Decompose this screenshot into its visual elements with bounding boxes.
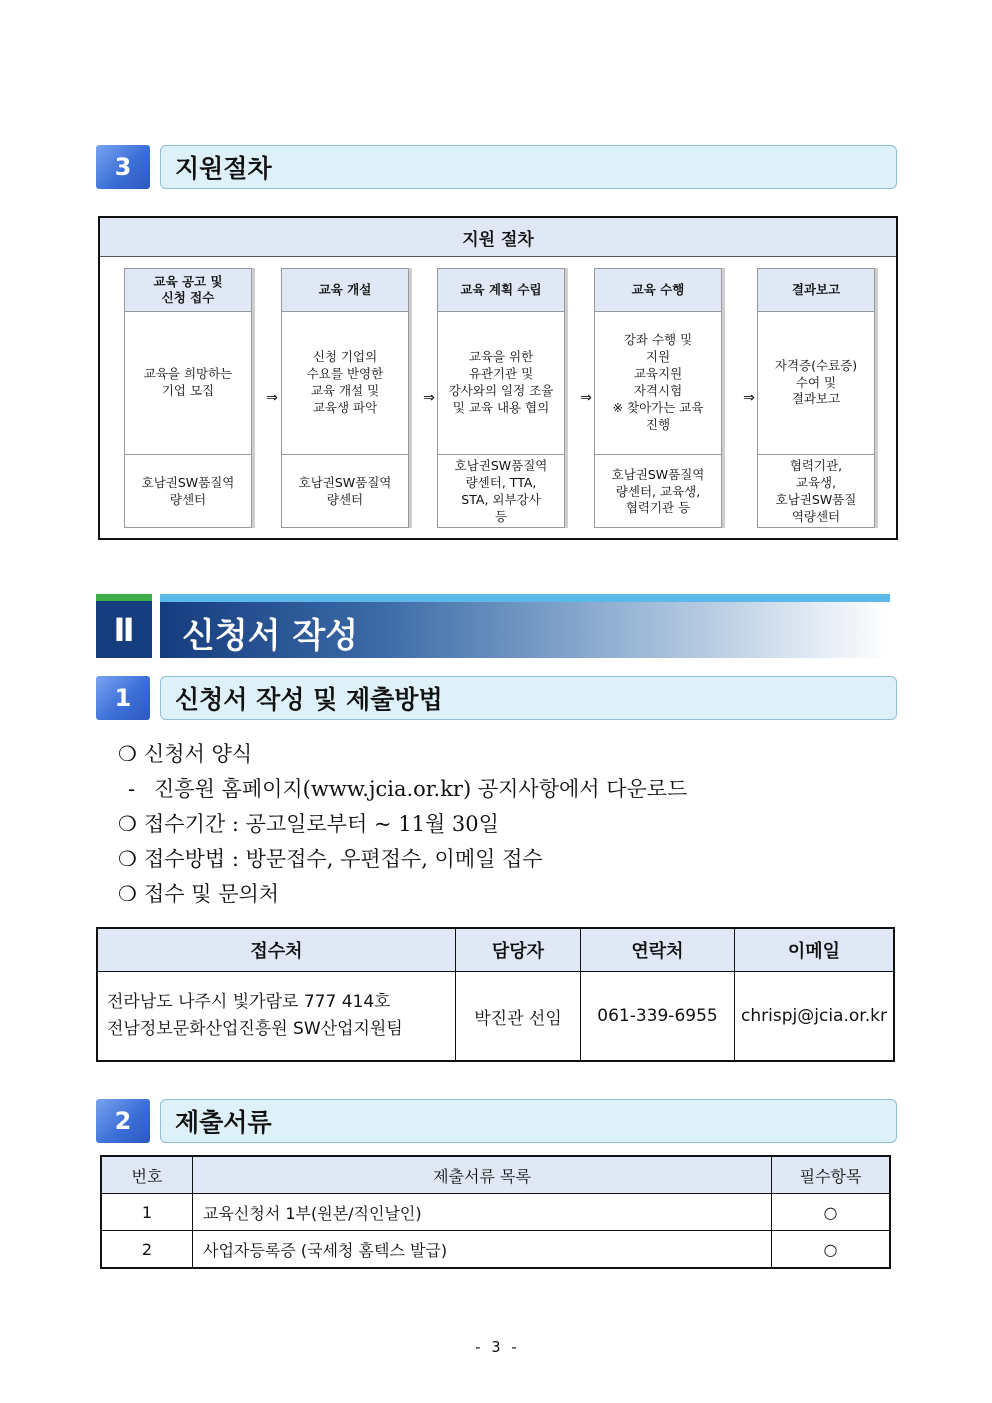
bullet-text: 신청서 양식 bbox=[144, 742, 253, 766]
section-number: 3 bbox=[96, 145, 150, 189]
arrow-icon: ⇒ bbox=[580, 390, 592, 406]
process-step bbox=[437, 268, 565, 528]
bullet-text: 접수방법 : 방문접수, 우편접수, 이메일 접수 bbox=[144, 847, 543, 871]
step-title: 교육 수행 bbox=[595, 269, 721, 312]
bullet-icon: ❍ bbox=[118, 882, 137, 906]
bullet-text: 진흥원 홈페이지(www.jcia.or.kr) 공지사항에서 다운로드 bbox=[154, 777, 688, 801]
step-content: 강좌 수행 및 지원 교육지원 자격시험 ※ 찾아가는 교육 진행 bbox=[595, 312, 721, 455]
table-row bbox=[97, 972, 894, 1062]
step-content: 자격증(수료증) 수여 및 결과보고 bbox=[758, 312, 874, 455]
row-number: 1 bbox=[101, 1194, 193, 1231]
email-cell: chrispj@jcia.or.kr bbox=[735, 972, 895, 1062]
bullet-icon: ❍ bbox=[118, 742, 137, 766]
address-line: 전라남도 나주시 빛가람로 777 414호 bbox=[107, 991, 391, 1012]
column-header: 이메일 bbox=[735, 928, 895, 972]
step-content: 신청 기업의 수요를 반영한 교육 개설 및 교육생 파악 bbox=[282, 312, 408, 455]
chapter-title: 신청서 작성 bbox=[182, 616, 359, 656]
bullet-icon: ❍ bbox=[118, 847, 137, 871]
documents-table bbox=[100, 1155, 891, 1269]
required-mark: ○ bbox=[772, 1231, 891, 1269]
column-header: 제출서류 목록 bbox=[193, 1156, 772, 1194]
chapter-banner bbox=[160, 594, 890, 658]
bullet-text: 접수기간 : 공고일로부터 ~ 11월 30일 bbox=[144, 812, 499, 836]
section-title: 신청서 작성 및 제출방법 bbox=[160, 676, 897, 720]
step-content: 교육을 희망하는 기업 모집 bbox=[125, 312, 251, 455]
column-header: 연락처 bbox=[581, 928, 735, 972]
process-step bbox=[281, 268, 409, 528]
sub-bullet-item bbox=[128, 773, 687, 803]
section-title: 제출서류 bbox=[160, 1099, 897, 1143]
step-owner: 호남권SW품질역 량센터, 교육생, 협력기관 등 bbox=[611, 466, 705, 516]
bullet-item bbox=[118, 808, 499, 838]
arrow-icon: ⇒ bbox=[423, 390, 435, 406]
process-diagram bbox=[98, 216, 898, 540]
person-cell: 박진관 선임 bbox=[456, 972, 581, 1062]
document-name: 교육신청서 1부(원본/직인날인) bbox=[193, 1194, 772, 1231]
bullet-item bbox=[118, 738, 252, 768]
section-number: 1 bbox=[96, 676, 150, 720]
process-step bbox=[124, 268, 252, 528]
required-mark: ○ bbox=[772, 1194, 891, 1231]
step-title: 교육 계획 수립 bbox=[438, 269, 564, 312]
document-name: 사업자등록증 (국세청 홈텍스 발급) bbox=[193, 1231, 772, 1269]
arrow-icon: ⇒ bbox=[266, 390, 278, 406]
step-owner: 협력기관, 교육생, 호남권SW품질 역량센터 bbox=[775, 458, 857, 524]
process-step bbox=[594, 268, 722, 528]
arrow-icon: ⇒ bbox=[743, 390, 755, 406]
address-line: 전남정보문화산업진흥원 SW산업지원팀 bbox=[107, 1019, 403, 1039]
bullet-item bbox=[118, 843, 543, 873]
table-row bbox=[101, 1194, 890, 1231]
address-cell bbox=[97, 972, 456, 1062]
process-step bbox=[757, 268, 875, 528]
section-number: 2 bbox=[96, 1099, 150, 1143]
step-owner: 호남권SW품질역 량센터, TTA, STA, 외부강사 등 bbox=[454, 458, 548, 524]
column-header: 담당자 bbox=[456, 928, 581, 972]
column-header: 접수처 bbox=[97, 928, 456, 972]
column-header: 번호 bbox=[101, 1156, 193, 1194]
contact-table bbox=[96, 927, 895, 1062]
bullet-text: 접수 및 문의처 bbox=[144, 882, 280, 906]
bullet-item bbox=[118, 878, 279, 908]
dash-icon: - bbox=[128, 777, 136, 801]
bullet-icon: ❍ bbox=[118, 812, 137, 836]
column-header: 필수항목 bbox=[772, 1156, 891, 1194]
chapter-number: Ⅱ bbox=[96, 594, 152, 658]
process-header: 지원 절차 bbox=[100, 218, 896, 257]
step-owner: 호남권SW품질역 량센터 bbox=[298, 475, 392, 507]
page-number: - 3 - bbox=[473, 1338, 519, 1356]
chapter-stripe bbox=[160, 594, 890, 602]
step-title: 결과보고 bbox=[758, 269, 874, 312]
step-content: 교육을 위한 유관기관 및 강사와의 일정 조율 및 교육 내용 협의 bbox=[438, 312, 564, 455]
row-number: 2 bbox=[101, 1231, 193, 1269]
step-title: 교육 개설 bbox=[282, 269, 408, 312]
section-title: 지원절차 bbox=[160, 145, 897, 189]
table-row bbox=[101, 1231, 890, 1269]
step-title: 교육 공고 및 신청 접수 bbox=[125, 269, 251, 312]
step-owner: 호남권SW품질역 량센터 bbox=[141, 475, 235, 507]
phone-cell: 061-339-6955 bbox=[581, 972, 735, 1062]
